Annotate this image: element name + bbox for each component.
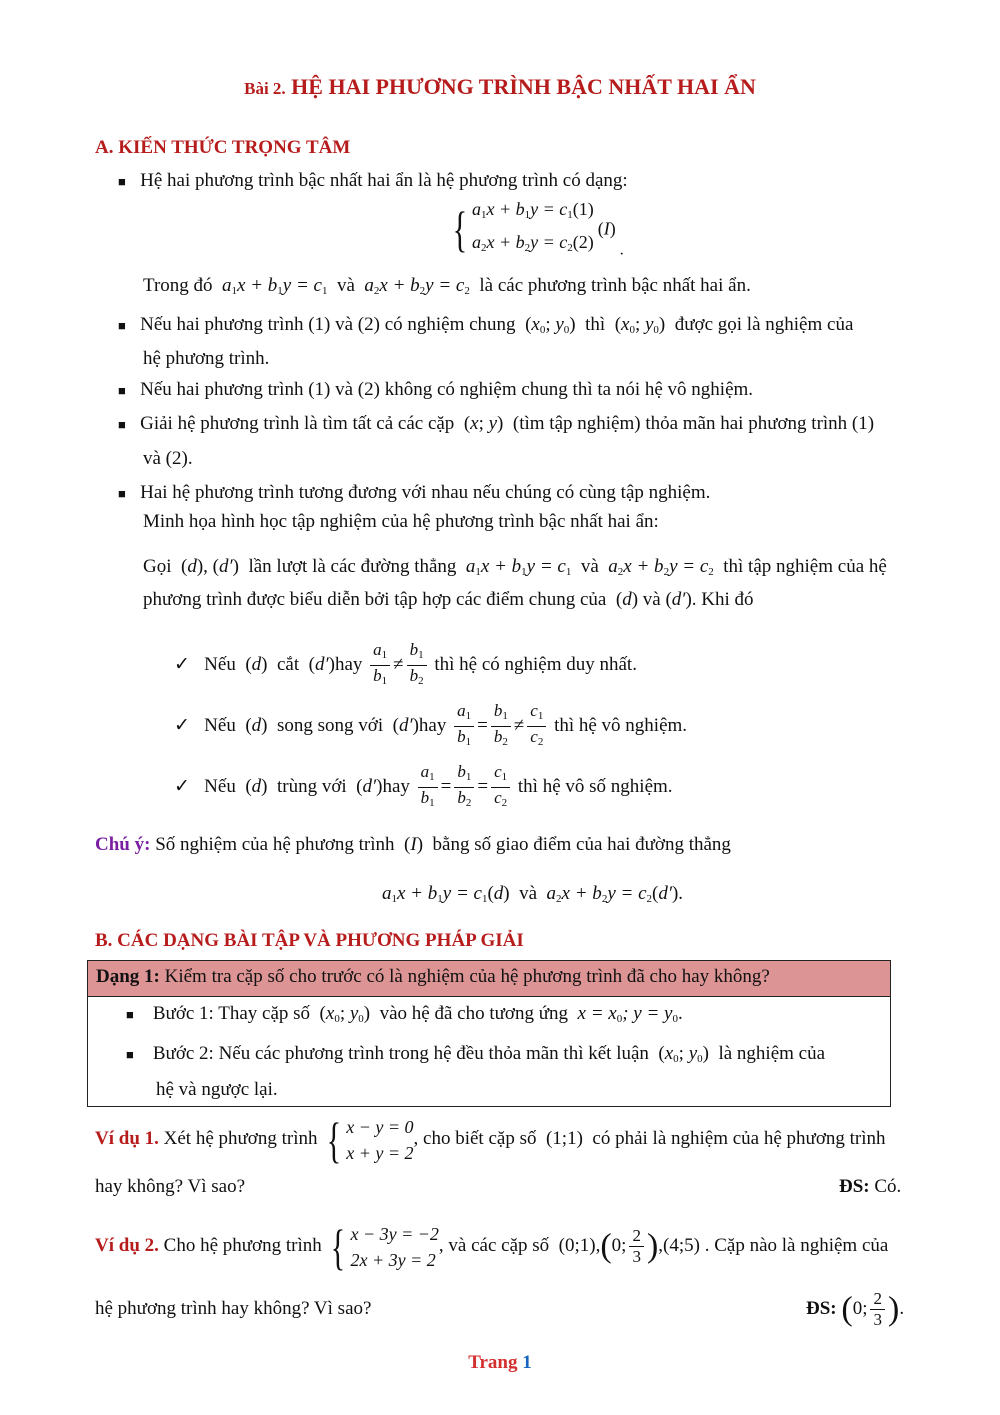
bullet-square-icon: ■: [118, 417, 126, 432]
text: thì tập nghiệm của hệ: [723, 556, 887, 577]
text: và: [519, 883, 538, 904]
example-2: Ví dụ 2. Cho hệ phương trình { x − 3y = −2 2x + 3y = 2, và các cặp số (0;1),(0; $\frac{2}{3}$ ),(4;5) . Cặp nào là nghiệm của: [95, 1219, 889, 1276]
example-1-label: Ví dụ 1.: [95, 1128, 159, 1149]
text: vào hệ đã cho tương ứng: [379, 1003, 569, 1024]
form-text: Kiểm tra cặp số cho trước có là nghiệm của hệ phương trình đã cho hay không?: [164, 966, 770, 987]
example-2-answer: ĐS: (0; $\frac{2}{3}$ ).: [806, 1289, 905, 1330]
system-lines: $a_1x + b_1y = c_1(1)$ $a_2x + b_2y = c_2(2)$: [472, 199, 594, 254]
text: hay: [382, 775, 410, 797]
system-label: (I): [597, 218, 616, 239]
text: cắt: [276, 653, 300, 675]
text: hệ và ngược lại.: [156, 1079, 278, 1100]
example-1-answer: [839, 1174, 901, 1200]
section-b-heading: B. CÁC DẠNG BÀI TẬP VÀ PHƯƠNG PHÁP GIẢI: [95, 930, 524, 951]
text: thì hệ vô số nghiệm.: [517, 775, 673, 797]
text: là các phương trình bậc nhất hai ẩn.: [479, 275, 751, 296]
text: lần lượt là các đường thẳng: [248, 556, 457, 577]
case-coincide: ✓ Nếu (d) trùng với (d′)hay $\frac{a_1}{b_1}$ = $\frac{b_1}{b_2}$ = $\frac{c_1}{c_2}$ thì hệ vô số nghiệm.: [174, 762, 673, 809]
text: bằng số giao điểm của hai đường thẳng: [432, 834, 731, 855]
text: Bước 2: Nếu các phương trình trong hệ đều thỏa mãn thì kết luận: [152, 1043, 649, 1064]
text: , và các cặp số: [438, 1235, 550, 1256]
lesson-title: HỆ HAI PHƯƠNG TRÌNH BẬC NHẤT HAI ẨN: [291, 74, 756, 99]
bullet-equivalent: [118, 480, 710, 507]
checkmark-icon: ✓: [174, 653, 190, 675]
text: được gọi là nghiệm của: [674, 314, 854, 335]
text: có phải là nghiệm của hệ phương trình: [592, 1128, 886, 1149]
bullet-solve: ■ Giải hệ phương trình là tìm tất cả các cặp (x; y) (tìm tập nghiệm) thỏa mãn hai phương trình (1): [118, 413, 875, 434]
method-box: [87, 960, 891, 1107]
note-lines: $a_1x + b_1y = c_1(d)$ và $a_2x + b_2y = c_2(d')$.: [382, 883, 684, 905]
text: Giải hệ phương trình là tìm tất cả các cặp: [140, 413, 455, 434]
text: Hai hệ phương trình tương đương với nhau nếu chúng có cùng tập nghiệm.: [140, 482, 711, 503]
page-title: [0, 74, 1000, 100]
answer-label: ĐS:: [839, 1176, 870, 1197]
left-brace-icon: {: [452, 201, 468, 257]
text: Nếu hai phương trình (1) và (2) không có nghiệm chung thì ta nói hệ vô nghiệm.: [140, 379, 754, 400]
text: Gọi: [143, 556, 172, 577]
bullet-square-icon: ■: [118, 383, 126, 398]
example-1-system: { x − y = 0 x + y = 2: [327, 1112, 414, 1169]
note-line: Chú ý: Số nghiệm của hệ phương trình (I) bằng số giao điểm của hai đường thẳng: [95, 834, 731, 855]
checkmark-icon: ✓: [174, 775, 190, 797]
lesson-number: Bài 2.: [244, 79, 286, 98]
text: (tìm tập nghiệm) thỏa mãn hai phương trình (1): [512, 413, 875, 434]
text: Minh họa hình học tập nghiệm của hệ phương trình bậc nhất hai ẩn:: [143, 511, 659, 532]
note-label: Chú ý:: [95, 834, 151, 855]
bullet-square-icon: ■: [126, 1047, 134, 1062]
text: là nghiệm của: [718, 1043, 826, 1064]
method-box-header: [88, 961, 890, 997]
step-1: ■ Bước 1: Thay cặp số ($x_0$; $y_0$) vào hệ đã cho tương ứng $x = x_0$; $y = y_0$.: [126, 1003, 683, 1025]
example-2-system: { x − 3y = −2 2x + 3y = 2: [331, 1219, 439, 1276]
text: Số nghiệm của hệ phương trình: [155, 834, 395, 855]
text: song song với: [276, 714, 384, 736]
form-label: Dạng 1:: [96, 966, 160, 987]
text: . Khi đó: [691, 589, 754, 610]
bullet-square-icon: ■: [126, 1007, 134, 1022]
text: hay không? Vì sao?: [95, 1176, 246, 1197]
checkmark-icon: ✓: [174, 714, 190, 736]
text: Nếu hai phương trình (1) và (2) có nghiệm chung: [140, 314, 516, 335]
text: thì hệ vô nghiệm.: [554, 714, 688, 736]
page-number: 1: [522, 1352, 532, 1373]
text: thì: [585, 314, 606, 335]
goi-line-2: phương trình được biểu diễn bởi tập hợp các điểm chung của (d) và (d′). Khi đó: [143, 589, 754, 610]
case-parallel: ✓ Nếu (d) song song với (d′)hay $\frac{a_1}{b_1}$ = $\frac{b_1}{b_2}$ ≠ $\frac{c_1}{c_2}$ thì hệ vô nghiệm.: [174, 701, 688, 748]
text: hay: [334, 653, 363, 675]
answer-label: ĐS:: [806, 1298, 837, 1319]
text: , cho biết cặp số: [413, 1128, 537, 1149]
text: và: [336, 275, 355, 296]
text: Bước 1: Thay cặp số: [152, 1003, 311, 1024]
bullet-common-solution: ■ Nếu hai phương trình (1) và (2) có nghiệm chung ($x_0$; $y_0$) thì ($x_0$; $y_0$) được gọi là nghiệm của: [118, 314, 854, 336]
text: hệ phương trình.: [143, 348, 270, 369]
goi-line: Gọi (d), (d′) lần lượt là các đường thẳng $a_1x + b_1y = c_1$ và $a_2x + b_2y = c_2$ thì tập nghiệm của hệ: [143, 556, 887, 578]
text: hay: [418, 714, 447, 736]
text: Trong đó: [143, 275, 213, 296]
step-2: ■ Bước 2: Nếu các phương trình trong hệ đều thỏa mãn thì kết luận ($x_0$; $y_0$) là nghiệm của: [126, 1043, 826, 1065]
text: Nếu: [204, 714, 236, 736]
text: hệ phương trình hay không? Vì sao?: [95, 1298, 372, 1319]
bullet-square-icon: ■: [118, 318, 126, 333]
text: trùng với: [276, 775, 347, 797]
text: . Cặp nào là nghiệm của: [704, 1235, 889, 1256]
bullet-text: Hệ hai phương trình bậc nhất hai ẩn là hệ phương trình có dạng:: [140, 170, 628, 191]
section-a-heading: A. KIẾN THỨC TRỌNG TÂM: [95, 137, 351, 158]
bullet-square-icon: ■: [118, 486, 126, 501]
text: và (2).: [143, 448, 193, 469]
text: Xét hệ phương trình: [163, 1128, 318, 1149]
text: Nếu: [204, 653, 236, 675]
answer-value: Có.: [874, 1176, 902, 1197]
bullet-definition: [118, 168, 628, 195]
bullet-square-icon: ■: [118, 174, 126, 189]
text: phương trình được biểu diễn bởi tập hợp các điểm chung của: [143, 589, 607, 610]
example-2-label: Ví dụ 2.: [95, 1235, 159, 1256]
example-1: Ví dụ 1. Xét hệ phương trình { x − y = 0 x + y = 2, cho biết cặp số (1;1) có phải là nghiệm của hệ phương trình: [95, 1112, 886, 1169]
bullet-no-solution: [118, 377, 753, 404]
text: Cho hệ phương trình: [163, 1235, 322, 1256]
trongdo-line: Trong đó $a_1x + b_1y = c_1$ và $a_2x + b_2y = c_2$ là các phương trình bậc nhất hai ẩn.: [143, 275, 751, 297]
footer-label: Trang: [468, 1352, 518, 1373]
text: thì hệ có nghiệm duy nhất.: [434, 653, 637, 675]
text: Nếu: [204, 775, 236, 797]
system-I: { $a_1x + b_1y = c_1(1)$ $a_2x + b_2y = c_2(2)$ (I) .: [448, 196, 624, 262]
case-intersect: ✓ Nếu (d) cắt (d′)hay $\frac{a_1}{b_1}$ ≠ $\frac{b_1}{b_2}$ thì hệ có nghiệm duy nhất.: [174, 640, 637, 687]
page-footer: [0, 1352, 1000, 1374]
